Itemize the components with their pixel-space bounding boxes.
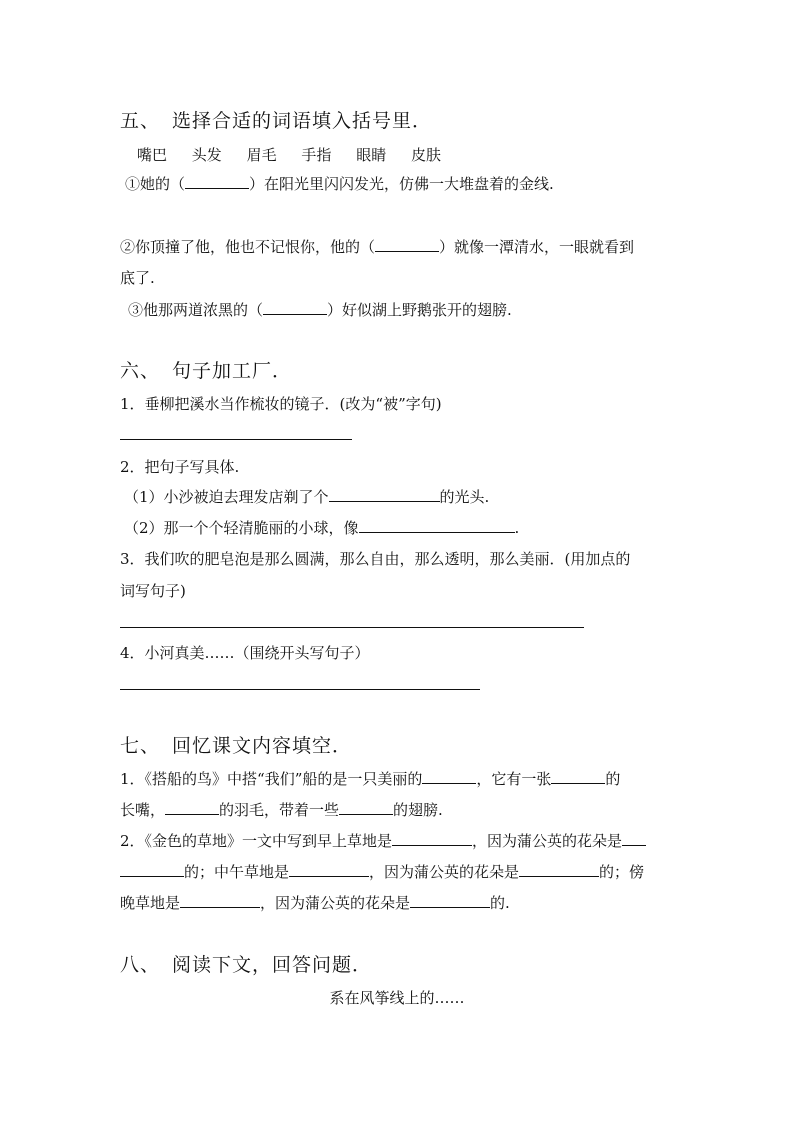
question-5-2 (120, 237, 634, 257)
question-5-3 (128, 300, 512, 320)
word-choice: 头发 (191, 146, 222, 164)
section-7-heading (120, 731, 352, 758)
word-choice: 眼睛 (356, 146, 387, 164)
answer-blank[interactable] (392, 831, 472, 846)
question-7-1 (120, 769, 620, 789)
question-6-4: 4．小河真美……（围绕开头写句子） (120, 644, 370, 662)
question-text: ，因为蒲公英的花朵是 (369, 863, 520, 881)
answer-blank[interactable] (410, 893, 490, 908)
answer-line[interactable] (120, 689, 480, 690)
question-text: 2．《金色的草地》一文中写到早上草地是 (120, 832, 393, 850)
section-8-heading (120, 950, 372, 977)
question-6-3-cont: 词写句子) (120, 582, 186, 600)
answer-blank[interactable] (185, 174, 249, 189)
question-text: ，因为蒲公英的花朵是 (472, 832, 623, 850)
section-number: 五、 (120, 110, 161, 132)
question-text: 的 (605, 770, 621, 788)
section-6-heading (120, 356, 292, 383)
question-text: 长嘴， (120, 801, 166, 819)
question-text: 1．《搭船的鸟》中搭“我们”船的是一只美丽的 (120, 770, 423, 788)
question-7-2-cont (120, 862, 644, 882)
question-text: 晚草地是 (120, 894, 181, 912)
answer-line[interactable] (120, 439, 352, 440)
word-choice: 眉毛 (246, 146, 277, 164)
question-text: 的羽毛，带着一些 (219, 801, 340, 819)
question-7-2-end (120, 893, 510, 913)
question-text: ）好似湖上野鹅张开的翅膀. (327, 301, 512, 319)
section-5-heading (120, 106, 432, 133)
answer-blank[interactable] (165, 800, 219, 815)
question-text: ③他那两道浓黑的（ (128, 301, 264, 319)
section-number: 七、 (120, 735, 161, 757)
question-6-2-2 (124, 518, 519, 538)
answer-blank[interactable] (622, 831, 646, 846)
question-text: ，它有一张 (476, 770, 552, 788)
question-6-1: 1．垂柳把溪水当作梳妆的镜子．(改为“被”字句) (120, 395, 442, 413)
section-number: 六、 (120, 360, 161, 382)
section-title: 阅读下文，回答问题． (172, 954, 373, 976)
answer-blank[interactable] (359, 518, 515, 533)
question-text: ②你顶撞了他，他也不记恨你，他的（ (120, 238, 376, 256)
answer-blank[interactable] (329, 487, 440, 502)
word-choices (137, 144, 461, 165)
answer-blank[interactable] (289, 862, 369, 877)
question-text: 的；傍 (599, 863, 645, 881)
question-6-2-1 (124, 487, 489, 507)
question-text: 的翅膀. (393, 801, 443, 819)
question-6-3: 3．我们吹的肥皂泡是那么圆满，那么自由，那么透明，那么美丽．(用加点的 (120, 550, 631, 568)
passage-title: 系在风筝线上的…… (329, 989, 465, 1007)
question-5-1 (125, 174, 554, 194)
section-number: 八、 (120, 954, 161, 976)
answer-blank[interactable] (422, 769, 476, 784)
answer-blank[interactable] (120, 862, 184, 877)
answer-blank[interactable] (263, 300, 327, 315)
word-choice: 嘴巴 (137, 146, 168, 164)
question-7-1-cont (120, 800, 443, 820)
word-choice: 手指 (301, 146, 332, 164)
question-text: . (514, 519, 520, 537)
question-text: ）在阳光里闪闪发光，仿佛一大堆盘着的金线. (249, 175, 554, 193)
question-text: （2）那一个个轻清脆丽的小球，像 (124, 519, 359, 537)
answer-blank[interactable] (339, 800, 393, 815)
word-choice: 皮肤 (410, 146, 441, 164)
question-text: 的；中午草地是 (184, 863, 290, 881)
section-title: 选择合适的词语填入括号里． (172, 110, 433, 132)
answer-line[interactable] (120, 627, 584, 628)
section-title: 句子加工厂． (172, 360, 293, 382)
answer-blank[interactable] (180, 893, 260, 908)
answer-blank[interactable] (375, 237, 439, 252)
question-text: （1）小沙被迫去理发店剃了个 (124, 488, 329, 506)
answer-blank[interactable] (519, 862, 599, 877)
question-6-2: 2．把句子写具体. (120, 458, 240, 476)
question-text: ，因为蒲公英的花朵是 (260, 894, 411, 912)
answer-blank[interactable] (551, 769, 605, 784)
question-text: 的光头. (439, 488, 490, 506)
question-text: ）就像一潭清水，一眼就看到 (439, 238, 635, 256)
question-5-2-cont: 底了. (120, 269, 155, 287)
question-7-2 (120, 831, 646, 851)
question-text: ①她的（ (125, 175, 186, 193)
question-text: 的. (490, 894, 510, 912)
section-title: 回忆课文内容填空． (172, 735, 353, 757)
